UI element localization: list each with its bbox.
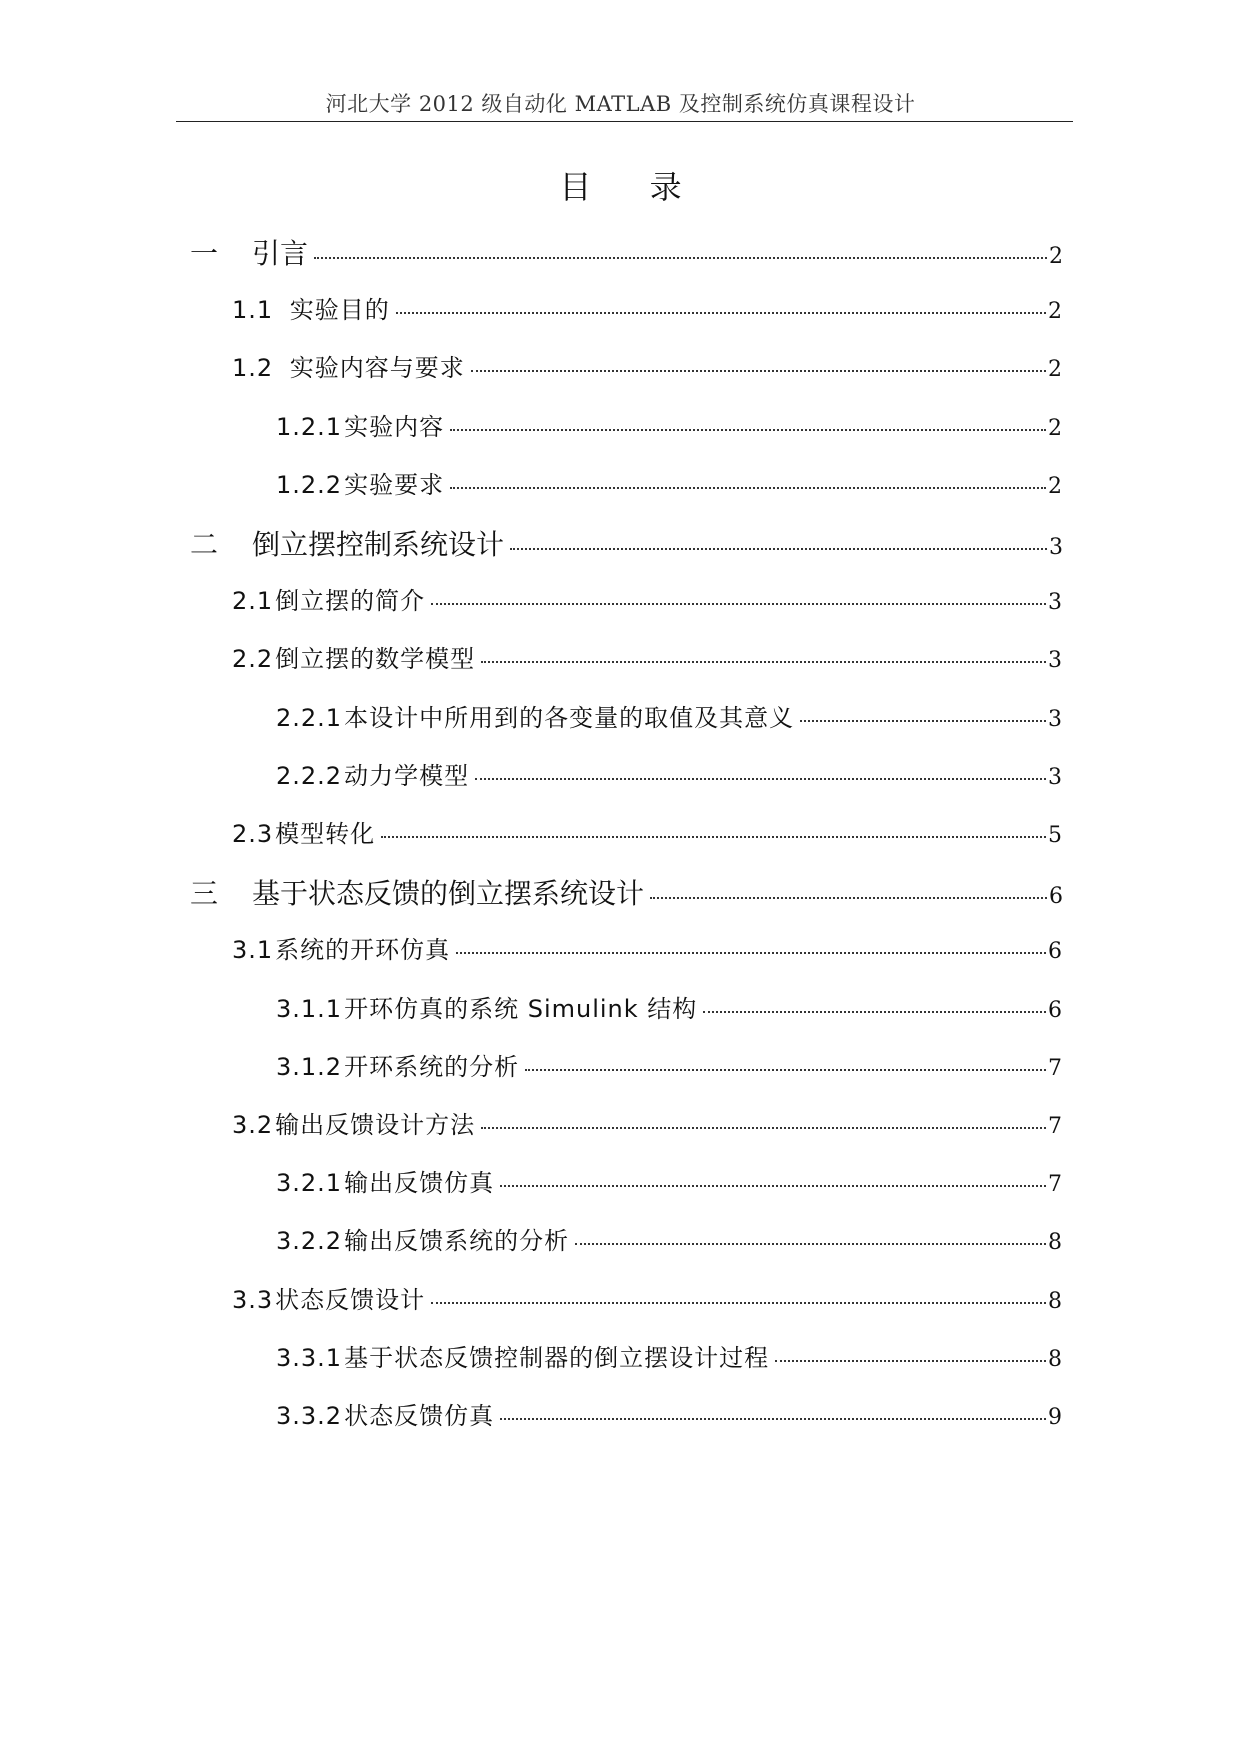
toc-dot-leader xyxy=(575,1243,1046,1245)
toc-entry[interactable] xyxy=(232,290,1063,330)
toc-entry-number: 二 xyxy=(190,528,219,561)
toc-entry-title: 输出反馈设计方法 xyxy=(275,1111,476,1139)
toc-entry-title: 实验要求 xyxy=(344,470,445,499)
toc-dot-leader xyxy=(800,720,1046,722)
toc-entry-title: 模型转化 xyxy=(275,820,376,848)
toc-entry-title: 状态反馈仿真 xyxy=(344,1402,495,1430)
toc-entry-number: 2.1 xyxy=(232,587,274,616)
toc-entry-page-number: 3 xyxy=(1049,535,1063,560)
toc-entry[interactable] xyxy=(232,1280,1063,1320)
toc-entry-number: 2.2.1 xyxy=(276,703,343,732)
toc-title: 目 录 xyxy=(559,168,706,206)
toc-dot-leader xyxy=(456,952,1046,954)
toc-entry-title: 动力学模型 xyxy=(344,761,470,790)
toc-entry-number: 1.1 xyxy=(232,296,282,325)
toc-entry-number: 3.3.1 xyxy=(276,1343,343,1372)
toc-dot-leader xyxy=(650,897,1047,899)
toc-dot-leader xyxy=(314,257,1047,259)
toc-entry-title: 实验目的 xyxy=(289,296,390,325)
toc-entry[interactable] xyxy=(276,756,1063,796)
toc-entry-page-number: 8 xyxy=(1048,1346,1063,1372)
toc-entry-page-number: 6 xyxy=(1048,997,1063,1023)
toc-dot-leader xyxy=(481,1127,1046,1129)
toc-entry[interactable] xyxy=(232,930,1063,970)
running-header: 河北大学 2012 级自动化 MATLAB 及控制系统仿真课程设计 xyxy=(325,92,916,116)
toc-entry[interactable] xyxy=(190,232,1063,272)
toc-entry[interactable] xyxy=(276,465,1063,505)
toc-entry-page-number: 3 xyxy=(1048,590,1063,616)
toc-entry-number: 2.3 xyxy=(232,820,274,848)
toc-entry-title: 系统的开环仿真 xyxy=(275,936,451,965)
toc-entry-page-number: 2 xyxy=(1048,357,1063,383)
toc-entry-page-number: 7 xyxy=(1048,1172,1063,1198)
toc-entry[interactable] xyxy=(232,581,1063,621)
toc-entry-title: 开环仿真的系统 Simulink 结构 xyxy=(344,994,698,1023)
header-rule xyxy=(176,121,1073,122)
toc-dot-leader xyxy=(775,1360,1046,1362)
toc-entry-number: 2.2 xyxy=(232,645,274,674)
toc-entry-number: 2.2.2 xyxy=(276,761,343,790)
toc-entry[interactable] xyxy=(276,989,1063,1029)
toc-entry-title: 倒立摆的数学模型 xyxy=(275,645,476,674)
toc-entry-number: 3.2 xyxy=(232,1111,274,1139)
toc-entry-number: 3.2.1 xyxy=(276,1169,343,1198)
toc-entry[interactable] xyxy=(190,523,1063,563)
toc-entry[interactable] xyxy=(232,1105,1063,1145)
toc-entry-number: 1.2 xyxy=(232,354,282,383)
toc-entry[interactable] xyxy=(276,407,1063,447)
toc-entry-page-number: 5 xyxy=(1048,823,1063,848)
toc-dot-leader xyxy=(450,487,1046,489)
toc-entry[interactable] xyxy=(276,1338,1063,1378)
toc-entry-page-number: 3 xyxy=(1048,706,1063,732)
toc-entry-number: 3.1 xyxy=(232,936,274,965)
toc-dot-leader xyxy=(431,603,1046,605)
toc-entry-title: 实验内容与要求 xyxy=(289,354,465,383)
toc-entry[interactable] xyxy=(276,1047,1063,1087)
toc-entry-number: 3.3 xyxy=(232,1285,274,1314)
toc-dot-leader xyxy=(431,1302,1046,1304)
toc-entry-page-number: 2 xyxy=(1048,415,1063,441)
toc-entry-title: 引言 xyxy=(252,237,309,270)
toc-dot-leader xyxy=(475,778,1046,780)
toc-entry-number: 3.2.2 xyxy=(276,1227,343,1256)
toc-dot-leader xyxy=(703,1011,1046,1013)
toc-dot-leader xyxy=(471,370,1046,372)
toc-entry-title: 基于状态反馈的倒立摆系统设计 xyxy=(252,877,645,911)
toc-entry[interactable] xyxy=(276,1396,1063,1436)
toc-dot-leader xyxy=(500,1185,1046,1187)
toc-entry-title: 开环系统的分析 xyxy=(344,1052,520,1081)
toc-entry-page-number: 7 xyxy=(1048,1114,1063,1139)
toc-dot-leader xyxy=(450,429,1046,431)
toc-dot-leader xyxy=(481,661,1046,663)
toc-entry-number: 3.1.1 xyxy=(276,994,343,1023)
toc-dot-leader xyxy=(525,1069,1046,1071)
toc-entry-page-number: 9 xyxy=(1048,1405,1063,1430)
toc-entry-title: 基于状态反馈控制器的倒立摆设计过程 xyxy=(344,1343,770,1372)
toc-entry-page-number: 6 xyxy=(1049,884,1063,910)
toc-entry[interactable] xyxy=(276,698,1063,738)
toc-entry-title: 倒立摆的简介 xyxy=(275,587,426,616)
toc-entry-title: 输出反馈仿真 xyxy=(344,1169,495,1198)
toc-entry-number: 3.1.2 xyxy=(276,1052,343,1081)
toc-entry-page-number: 8 xyxy=(1048,1230,1063,1256)
toc-entry-page-number: 2 xyxy=(1049,244,1063,269)
toc-entry-page-number: 2 xyxy=(1048,473,1063,499)
toc-entry[interactable] xyxy=(232,639,1063,679)
toc-entry[interactable] xyxy=(276,1163,1063,1203)
toc-entry-title: 本设计中所用到的各变量的取值及其意义 xyxy=(344,703,795,732)
toc-entry-number: 一 xyxy=(190,237,219,270)
toc-entry-number: 3.3.2 xyxy=(276,1402,343,1430)
toc-entry-page-number: 6 xyxy=(1048,939,1063,965)
toc-entry-page-number: 2 xyxy=(1048,299,1063,325)
toc-dot-leader xyxy=(381,836,1046,838)
toc-entry-title: 输出反馈系统的分析 xyxy=(344,1227,570,1256)
toc-entry[interactable] xyxy=(232,814,1063,854)
toc-dot-leader xyxy=(500,1418,1046,1420)
toc-entry-page-number: 3 xyxy=(1048,648,1063,674)
toc-entry-title: 倒立摆控制系统设计 xyxy=(252,528,505,561)
toc-entry-number: 1.2.1 xyxy=(276,412,343,441)
toc-entry-title: 状态反馈设计 xyxy=(275,1285,426,1314)
toc-entry-title: 实验内容 xyxy=(344,412,445,441)
toc-entry-page-number: 8 xyxy=(1048,1288,1063,1314)
toc-dot-leader xyxy=(396,312,1046,314)
toc-entry-page-number: 3 xyxy=(1048,764,1063,790)
toc-entry-number: 1.2.2 xyxy=(276,470,343,499)
toc-entry[interactable] xyxy=(276,1221,1063,1261)
toc-entry-page-number: 7 xyxy=(1048,1055,1063,1081)
toc-entry[interactable] xyxy=(232,348,1063,388)
toc-entry-number: 三 xyxy=(190,877,219,911)
toc-dot-leader xyxy=(510,548,1047,550)
toc-entry[interactable] xyxy=(190,872,1063,912)
